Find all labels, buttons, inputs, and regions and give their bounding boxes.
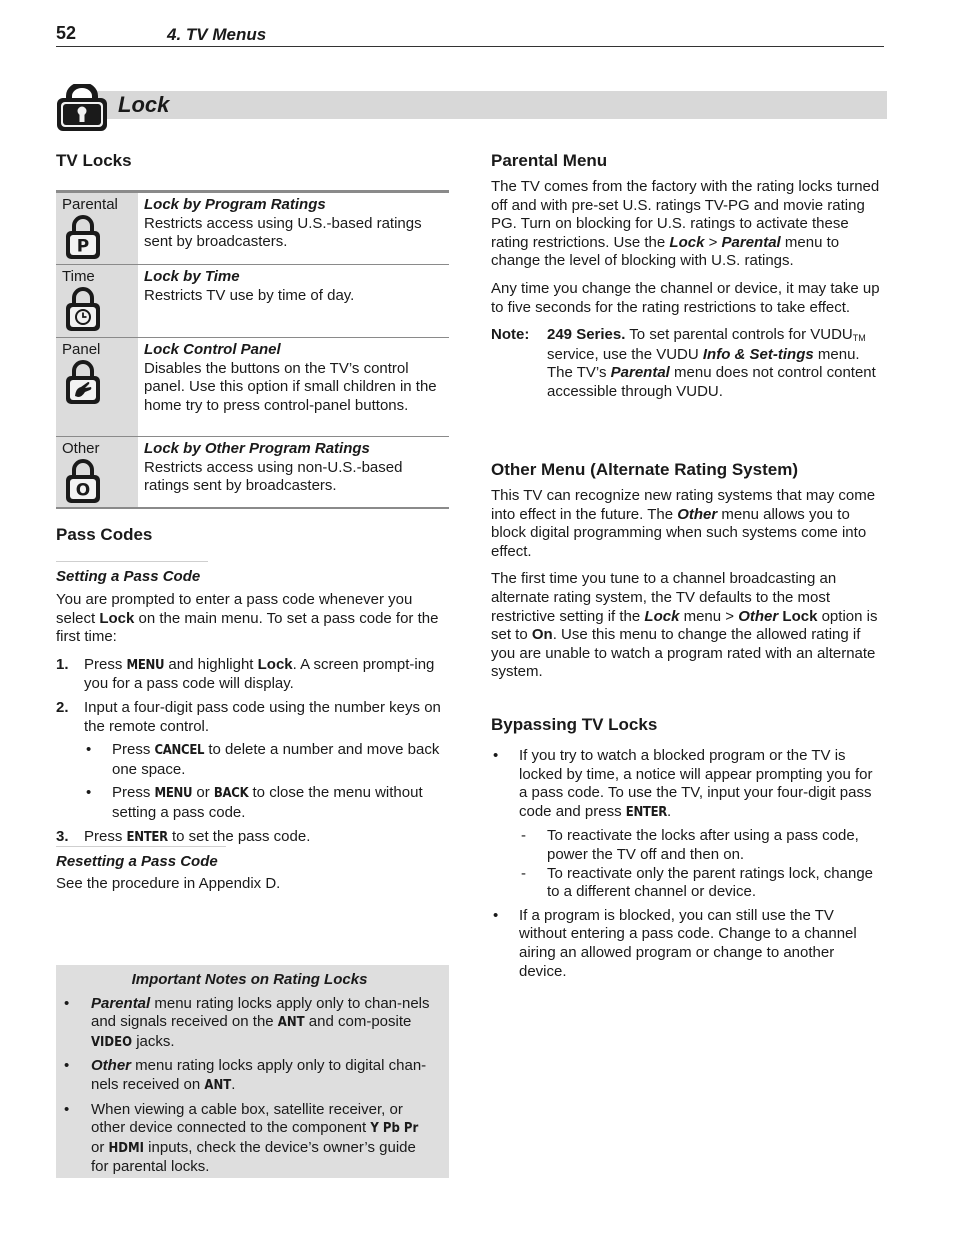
cancel-key: CANCEL [154,743,205,759]
tv-locks-heading: TV Locks [56,151,132,170]
lock-title: Lock by Program Ratings [144,196,326,213]
note-external-device: • When viewing a cable box, satellite receiver, or other device connected to the component Y Pb Pr or HDMI inputs, check the device’s owner’s guide for parental locks. [64,1101,435,1177]
lock-title: Lock by Other Program Ratings [144,440,370,457]
lock-row-time [56,265,449,338]
parental-menu-heading: Parental Menu [491,151,608,170]
resetting-text: See the procedure in Appendix D. [56,875,281,892]
lock-label-cell [56,193,138,264]
lock-desc-cell [138,437,449,507]
page-number: 52 [56,23,77,43]
lock-description: Restricts access using non-U.S.-based ratings sent by broadcasters. [144,458,403,495]
lock-description: Restricts access using U.S.-based ratings sent by broadcasters. [144,214,422,251]
note-parental: • Parental menu rating locks apply only to chan-nels and signals received on the ANT and com-posite VIDEO jacks. [64,995,435,1053]
section-banner [56,84,887,132]
parental-menu-paragraph-2: Any time you change the channel or device, it may take up to five seconds for the rating restrictions to take effect. [491,279,880,316]
vudu-note: Note: 249 Series. To set parental controls for $VUDU_{TM}$ service, use the VUDU Info & Set-tings menu. The TV’s Parental menu does not control content accessible through VUDU. [491,326,876,400]
lock-p-icon [64,215,102,261]
lock-row-panel [56,338,449,437]
other-menu-paragraph-1: This TV can recognize new rating systems that may come into effect in the future. The Other menu allows you to block digital programming when such systems come into effect. [491,487,876,560]
lock-desc-cell [138,265,449,337]
bypass-dash-1: - To reactivate the locks after using a pass code, power the TV off and then on. [519,827,885,864]
lock-row-parental [56,193,449,265]
other-menu-heading: Other Menu (Alternate Rating System) [491,460,798,479]
enter-key: ENTER [126,829,168,845]
menu-key: MENU [126,657,165,673]
lock-label-cell [56,265,138,337]
resetting-pass-code-heading: Resetting a Pass Code [56,846,226,872]
menu-key: MENU [154,786,193,802]
lock-title: Lock Control Panel [144,341,281,358]
parental-menu-paragraph-1: The TV comes from the factory with the rating locks turned off and with pre-set U.S. ratings TV-PG and movie rating PG. Turn on blocking for U.S. ratings to activate these rating restrictions. Use the Lock > Parental menu to change the level of blocking with U.S. ratings. [491,178,880,270]
lock-label: Other [62,440,100,457]
lock-label: Parental [62,196,118,213]
note-label: Note: [491,326,530,344]
svg-text:P: P [76,236,90,257]
lock-label: Panel [62,341,101,358]
lock-row-other [56,437,449,507]
lock-label-cell [56,437,138,507]
bypass-bullet-1: • If you try to watch a blocked program or the TV is locked by time, a notice will appear prompting you for a pass code. To use the TV, input your four-digit pass code and press ENTER. [491,747,885,822]
bypass-dash-2: - To reactivate only the parent ratings lock, change to a different channel or device. [519,865,885,902]
banner-bar [96,91,887,119]
step-2-bullet-menu-back: • Press MENU or BACK to close the menu without setting a pass code. [84,784,446,822]
back-key: BACK [213,786,249,802]
lock-desc-cell [138,338,449,436]
tv-locks-table [56,190,449,509]
chapter-title: 4. TV Menus [167,25,267,44]
bypass-bullet-2: • If a program is blocked, you can still use the TV without entering a pass code. Change to a channel airing an allowed program or change to another device. [491,907,885,981]
step-2-bullet-cancel: • Press CANCEL to delete a number and move back one space. [84,741,446,779]
step-1: 1. Press MENU and highlight Lock. A screen prompt-ing you for a pass code will display. [56,655,435,693]
lock-label: Time [62,268,95,285]
parental-menu-body [491,178,887,402]
svg-text:O: O [75,480,91,501]
notes-title: Important Notes on Rating Locks [131,971,368,988]
padlock-icon [56,84,108,132]
pass-codes-heading: Pass Codes [56,525,153,544]
enter-key: ENTER [625,804,668,820]
page-header [56,24,884,47]
step-2: 2. Input a four-digit pass code using the number keys on the remote control. [56,698,441,735]
other-menu-body [491,487,885,691]
pass-codes-intro: You are prompted to enter a pass code whenever you select Lock on the main menu. To set a pass code for the first time: [56,591,439,646]
banner-title: Lock [118,92,170,117]
lock-description: Restricts TV use by time of day. [144,286,355,304]
lock-description: Disables the buttons on the TV’s control panel. Use this option if small children in the home try to press control-panel buttons. [144,359,437,414]
note-other: • Other menu rating locks apply only to digital chan-nels received on ANT. [64,1057,435,1095]
setting-pass-code-heading: Setting a Pass Code [56,561,208,587]
bypassing-heading: Bypassing TV Locks [491,715,658,734]
pass-codes-body [56,591,446,852]
important-notes-box [56,965,449,1178]
lock-title: Lock by Time [144,268,240,285]
lock-o-icon [64,459,102,505]
other-menu-paragraph-2: The first time you tune to a channel broadcasting an alternate rating system, the TV defaults to the most restrictive setting if the Lock menu > Other Lock option is set to On. Use this menu to change the allowed rating if you are unable to watch a program rated with an alternate system. [491,570,878,681]
lock-label-cell [56,338,138,436]
step-3: 3. Press ENTER to set the pass code. [56,827,311,845]
lock-clock-icon [64,287,102,333]
lock-hand-icon [64,360,102,406]
lock-desc-cell [138,193,449,264]
bypassing-body [491,747,885,986]
